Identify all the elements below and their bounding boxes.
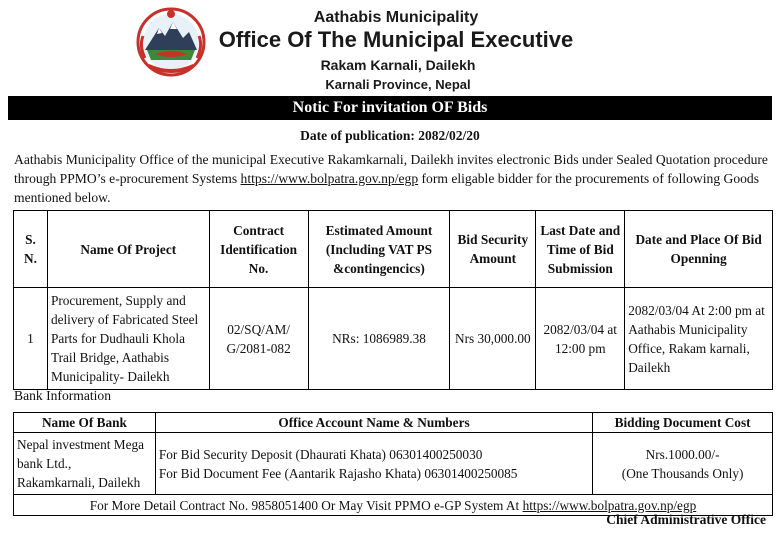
bank-table <box>13 412 773 516</box>
bank-info-label: Bank Information <box>14 388 112 403</box>
header-opening: Date and Place Of Bid Openning <box>625 211 773 288</box>
signature: Chief Administrative Office <box>606 512 766 527</box>
header-cost: Bidding Document Cost <box>593 413 773 433</box>
header-contract: Contract Identification No. <box>209 211 308 288</box>
account-document-fee: For Bid Document Fee (Aantarik Rajasho Khata) 06301400250085 <box>158 465 518 481</box>
cell-contract: 02/SQ/AM/ G/2081-082 <box>209 288 308 390</box>
account-security-deposit: For Bid Security Deposit (Dhaurati Khata) 06301400250030 <box>158 446 483 462</box>
cost-amount: Nrs.1000.00/- <box>645 446 720 462</box>
cell-opening: 2082/03/04 At 2:00 pm at Aathabis Municipality Office, Rakam karnali, Dailekh <box>625 288 773 390</box>
header-amount: Estimated Amount (Including VAT PS &contingencics) <box>308 211 450 288</box>
municipality-name: Aathabis Municipality <box>313 9 479 26</box>
publication-date: Date of publication: 2082/02/20 <box>300 128 480 143</box>
cell-account <box>155 433 592 495</box>
intro-text: Aathabis Municipality Office of the municipal Executive Rakamkarnali, Dailekh invites electronic Bids under Sealed Quotation procedure through PPMO’s e-procurement Systems <box>14 152 768 186</box>
egp-footer-link[interactable]: https://www.bolpatra.gov.np/egp <box>522 497 697 513</box>
intro-text-end: form eligable bidder for the procurements of following Goods mentioned below. <box>14 171 760 205</box>
cell-last-date: 2082/03/04 at 12:00 pm <box>536 288 625 390</box>
header-project: Name Of Project <box>47 211 209 288</box>
table-row <box>14 288 773 390</box>
cell-project: Procurement, Supply and delivery of Fabricated Steel Parts for Dudhauli Khola Trail Bridge, Aathabis Municipality- Dailekh <box>47 288 209 390</box>
header-last-date: Last Date and Time of Bid Submission <box>536 211 625 288</box>
notice-title: Notic For invitation OF Bids <box>8 96 772 120</box>
office-province: Karnali Province, Nepal <box>325 77 471 92</box>
cell-bank-name: Nepal investment Mega bank Ltd., Rakamkarnali, Dailekh <box>14 433 156 495</box>
header-account: Office Account Name & Numbers <box>155 413 592 433</box>
header-security: Bid Security Amount <box>450 211 536 288</box>
cell-amount: NRs: 1086989.38 <box>308 288 450 390</box>
intro-paragraph <box>14 150 770 207</box>
cell-sn: 1 <box>14 288 48 390</box>
more-detail-text: For More Detail Contract No. 9858051400 Or May Visit PPMO e-GP System At <box>89 497 523 513</box>
bids-header-row <box>14 211 773 288</box>
cost-words: (One Thousands Only) <box>621 465 744 481</box>
header-sn: S. N. <box>14 211 48 288</box>
bids-table <box>13 210 773 390</box>
bank-header-row <box>14 413 773 433</box>
cell-cost <box>593 433 773 495</box>
header-bank: Name Of Bank <box>14 413 156 433</box>
office-name: Office Of The Municipal Executive <box>218 27 574 52</box>
egp-link[interactable]: https://www.bolpatra.gov.np/egp <box>240 171 419 186</box>
cell-security: Nrs 30,000.00 <box>450 288 536 390</box>
office-address: Rakam Karnali, Dailekh <box>320 57 476 73</box>
table-row <box>14 433 773 495</box>
